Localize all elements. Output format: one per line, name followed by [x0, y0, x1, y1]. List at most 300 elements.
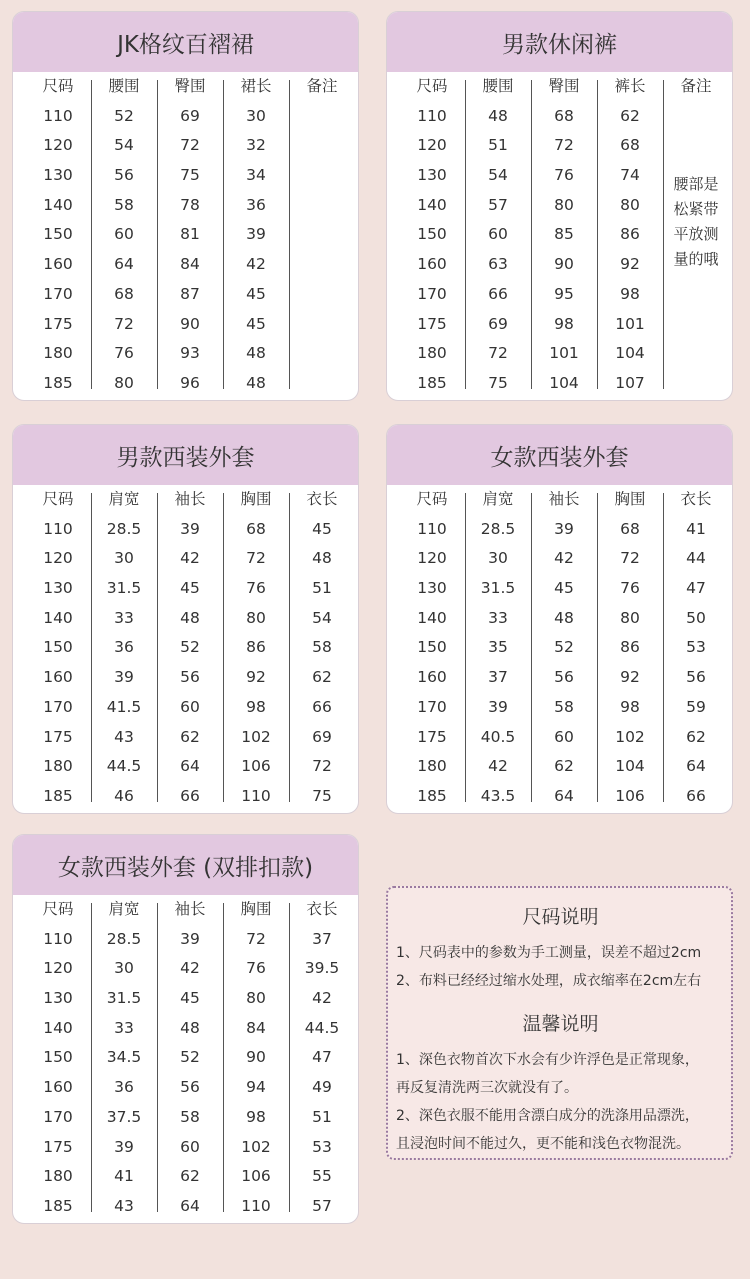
column-header: 肩宽	[108, 900, 140, 918]
table-cell: 68	[246, 519, 266, 538]
table-cell: 78	[180, 195, 200, 214]
table-cell: 96	[180, 373, 200, 392]
table-cell: 130	[417, 579, 447, 598]
table-cell: 62	[180, 727, 200, 746]
table-cell: 92	[620, 255, 640, 274]
table-cell: 185	[43, 373, 73, 392]
table-cell: 64	[180, 1196, 200, 1215]
table-column	[289, 485, 355, 812]
table-cell: 110	[417, 106, 447, 125]
table-cell: 45	[246, 314, 266, 333]
table-cell: 120	[417, 136, 447, 155]
table-cell: 45	[312, 519, 332, 538]
table-cell: 110	[43, 929, 73, 948]
notes-box	[386, 886, 733, 1160]
table-cell: 58	[114, 195, 134, 214]
table-title: 男款休闲裤	[387, 12, 732, 72]
table-cell: 39	[554, 519, 574, 538]
table-cell: 34.5	[106, 1048, 142, 1067]
table-cell: 102	[241, 727, 271, 746]
table-cell: 42	[554, 549, 574, 568]
table-cell: 102	[241, 1137, 271, 1156]
table-cell: 37.5	[106, 1107, 142, 1126]
column-header: 袖长	[174, 900, 206, 918]
table-cell: 175	[43, 727, 73, 746]
table-cell: 36	[114, 1078, 134, 1097]
table-cell: 80	[246, 989, 266, 1008]
table-cell: 101	[615, 314, 645, 333]
table-cell: 56	[180, 668, 200, 687]
column-header: 衣长	[680, 490, 712, 508]
table-cell: 104	[615, 344, 645, 363]
table-cell: 140	[43, 1018, 73, 1037]
size-table	[387, 485, 732, 812]
table-cell: 84	[180, 255, 200, 274]
table-cell: 160	[43, 255, 73, 274]
table-cell: 75	[488, 373, 508, 392]
table-cell: 92	[246, 668, 266, 687]
table-column	[289, 895, 355, 1222]
table-cell: 160	[417, 255, 447, 274]
table-cell: 47	[312, 1048, 332, 1067]
table-cell: 42	[312, 989, 332, 1008]
table-cell: 110	[43, 106, 73, 125]
table-cell: 58	[312, 638, 332, 657]
column-header: 胸围	[240, 900, 272, 918]
care-info-line: 且浸泡时间不能过久，更不能和浅色衣物混洗。	[396, 1136, 690, 1152]
table-cell: 98	[620, 697, 640, 716]
table-cell: 41	[686, 519, 706, 538]
table-column	[223, 895, 289, 1222]
column-header: 裤长	[614, 77, 646, 95]
table-cell: 110	[417, 519, 447, 538]
table-cell: 104	[549, 373, 579, 392]
table-column	[663, 485, 729, 812]
table-cell: 80	[114, 373, 134, 392]
table-cell: 150	[417, 638, 447, 657]
table-cell: 86	[620, 638, 640, 657]
table-cell: 110	[43, 519, 73, 538]
table-cell: 30	[246, 106, 266, 125]
table-cell: 107	[615, 373, 645, 392]
table-cell: 48	[488, 106, 508, 125]
column-header: 尺码	[42, 900, 74, 918]
table-column	[531, 485, 597, 812]
table-cell: 54	[488, 166, 508, 185]
table-title: 女款西装外套	[387, 425, 732, 485]
table-cell: 93	[180, 344, 200, 363]
table-cell: 44.5	[106, 757, 142, 776]
column-header: 衣长	[306, 490, 338, 508]
table-cell: 43	[114, 1196, 134, 1215]
table-column	[25, 895, 91, 1222]
table-column	[157, 72, 223, 399]
table-column	[465, 485, 531, 812]
table-cell: 104	[615, 757, 645, 776]
table-cell: 43	[114, 727, 134, 746]
table-cell: 39.5	[304, 959, 340, 978]
table-cell: 72	[620, 549, 640, 568]
column-header: 裙长	[240, 77, 272, 95]
column-header: 肩宽	[482, 490, 514, 508]
table-cell: 170	[43, 284, 73, 303]
table-cell: 48	[246, 344, 266, 363]
table-cell: 175	[43, 1137, 73, 1156]
note-text: 腰部是 松紧带 平放测 量的哦	[673, 175, 719, 268]
table-cell: 30	[114, 549, 134, 568]
table-cell: 75	[180, 166, 200, 185]
size-table-card	[12, 834, 359, 1224]
table-cell: 53	[312, 1137, 332, 1156]
table-cell: 180	[43, 757, 73, 776]
column-header: 腰围	[108, 77, 140, 95]
table-cell: 170	[417, 697, 447, 716]
table-cell: 90	[246, 1048, 266, 1067]
table-cell: 28.5	[106, 929, 142, 948]
table-column	[91, 485, 157, 812]
size-table-card	[12, 424, 359, 814]
table-cell: 72	[554, 136, 574, 155]
table-cell: 160	[43, 668, 73, 687]
table-cell: 64	[114, 255, 134, 274]
table-cell: 98	[246, 697, 266, 716]
table-cell: 62	[554, 757, 574, 776]
table-cell: 81	[180, 225, 200, 244]
table-cell: 34	[246, 166, 266, 185]
table-cell: 86	[246, 638, 266, 657]
table-column	[289, 72, 355, 399]
table-cell: 69	[488, 314, 508, 333]
table-cell: 42	[180, 959, 200, 978]
table-cell: 98	[554, 314, 574, 333]
table-cell: 62	[312, 668, 332, 687]
table-cell: 52	[180, 638, 200, 657]
table-column	[465, 72, 531, 399]
table-cell: 45	[246, 284, 266, 303]
size-table-card	[12, 11, 359, 401]
table-cell: 36	[114, 638, 134, 657]
table-cell: 175	[417, 314, 447, 333]
size-table	[387, 72, 732, 399]
table-cell: 98	[246, 1107, 266, 1126]
table-cell: 120	[417, 549, 447, 568]
care-info-line: 1、深色衣物首次下水会有少许浮色是正常现象，	[396, 1052, 699, 1068]
table-cell: 49	[312, 1078, 332, 1097]
table-cell: 45	[180, 989, 200, 1008]
table-cell: 130	[417, 166, 447, 185]
table-cell: 72	[312, 757, 332, 776]
table-cell: 55	[312, 1167, 332, 1186]
table-cell: 185	[43, 786, 73, 805]
table-cell: 57	[312, 1196, 332, 1215]
table-column	[663, 72, 729, 399]
column-header: 尺码	[42, 490, 74, 508]
table-cell: 56	[554, 668, 574, 687]
table-cell: 80	[620, 608, 640, 627]
table-cell: 45	[180, 579, 200, 598]
table-cell: 47	[686, 579, 706, 598]
table-cell: 170	[43, 697, 73, 716]
table-cell: 180	[43, 1167, 73, 1186]
table-cell: 150	[43, 225, 73, 244]
table-title: 男款西装外套	[13, 425, 358, 485]
table-cell: 87	[180, 284, 200, 303]
table-cell: 175	[417, 727, 447, 746]
table-cell: 42	[180, 549, 200, 568]
table-cell: 90	[554, 255, 574, 274]
table-cell: 45	[554, 579, 574, 598]
table-cell: 30	[488, 549, 508, 568]
table-cell: 80	[246, 608, 266, 627]
table-cell: 39	[114, 1137, 134, 1156]
table-cell: 101	[549, 344, 579, 363]
table-cell: 130	[43, 989, 73, 1008]
column-header: 备注	[306, 77, 338, 95]
table-cell: 120	[43, 959, 73, 978]
table-cell: 68	[114, 284, 134, 303]
care-info-line: 再反复清洗两三次就没有了。	[396, 1080, 578, 1096]
table-cell: 72	[246, 549, 266, 568]
size-table-card	[386, 424, 733, 814]
table-cell: 150	[43, 638, 73, 657]
table-cell: 150	[417, 225, 447, 244]
column-header: 袖长	[174, 490, 206, 508]
table-cell: 48	[312, 549, 332, 568]
size-table	[13, 895, 358, 1222]
table-cell: 57	[488, 195, 508, 214]
table-cell: 48	[180, 1018, 200, 1037]
table-cell: 72	[180, 136, 200, 155]
table-column	[91, 895, 157, 1222]
table-cell: 41	[114, 1167, 134, 1186]
care-info-line: 2、深色衣服不能用含漂白成分的洗涤用品漂洗，	[396, 1108, 699, 1124]
table-cell: 175	[43, 314, 73, 333]
table-cell: 74	[620, 166, 640, 185]
table-cell: 54	[312, 608, 332, 627]
table-column	[531, 72, 597, 399]
table-cell: 72	[246, 929, 266, 948]
table-cell: 185	[43, 1196, 73, 1215]
table-cell: 35	[488, 638, 508, 657]
table-cell: 170	[417, 284, 447, 303]
table-cell: 140	[417, 608, 447, 627]
column-header: 胸围	[240, 490, 272, 508]
table-cell: 60	[488, 225, 508, 244]
table-cell: 30	[114, 959, 134, 978]
table-cell: 51	[488, 136, 508, 155]
table-cell: 64	[686, 757, 706, 776]
table-cell: 110	[241, 1196, 271, 1215]
size-info-line: 2、布料已经经过缩水处理，成衣缩率在2cm左右	[396, 973, 702, 989]
table-cell: 60	[554, 727, 574, 746]
size-table	[13, 72, 358, 399]
size-info-title: 尺码说明	[522, 906, 599, 928]
size-table	[13, 485, 358, 812]
table-cell: 180	[417, 344, 447, 363]
table-title: 女款西装外套 (双排扣款)	[13, 835, 358, 895]
table-cell: 110	[241, 786, 271, 805]
care-info-title: 温馨说明	[522, 1013, 599, 1035]
table-cell: 85	[554, 225, 574, 244]
table-cell: 58	[180, 1107, 200, 1126]
table-cell: 28.5	[480, 519, 516, 538]
table-cell: 60	[114, 225, 134, 244]
table-cell: 39	[488, 697, 508, 716]
table-cell: 32	[246, 136, 266, 155]
table-cell: 62	[686, 727, 706, 746]
table-cell: 140	[43, 195, 73, 214]
column-header: 尺码	[416, 77, 448, 95]
table-cell: 28.5	[106, 519, 142, 538]
table-cell: 180	[43, 344, 73, 363]
table-cell: 68	[620, 519, 640, 538]
table-cell: 72	[114, 314, 134, 333]
column-header: 臀围	[174, 77, 206, 95]
table-cell: 90	[180, 314, 200, 333]
table-cell: 40.5	[480, 727, 516, 746]
table-column	[157, 895, 223, 1222]
table-column	[597, 72, 663, 399]
table-cell: 80	[620, 195, 640, 214]
table-column	[597, 485, 663, 812]
table-cell: 59	[686, 697, 706, 716]
column-header: 袖长	[548, 490, 580, 508]
table-cell: 39	[114, 668, 134, 687]
table-cell: 68	[620, 136, 640, 155]
table-cell: 42	[488, 757, 508, 776]
table-cell: 180	[417, 757, 447, 776]
table-cell: 50	[686, 608, 706, 627]
table-cell: 43.5	[480, 786, 516, 805]
table-cell: 130	[43, 579, 73, 598]
table-cell: 37	[312, 929, 332, 948]
table-cell: 33	[114, 1018, 134, 1037]
table-cell: 95	[554, 284, 574, 303]
table-column	[157, 485, 223, 812]
size-info-line: 1、尺码表中的参数为手工测量，误差不超过2cm	[396, 945, 702, 961]
table-cell: 69	[180, 106, 200, 125]
table-cell: 63	[488, 255, 508, 274]
table-cell: 94	[246, 1078, 266, 1097]
table-cell: 36	[246, 195, 266, 214]
table-cell: 66	[488, 284, 508, 303]
column-header: 肩宽	[108, 490, 140, 508]
column-header: 衣长	[306, 900, 338, 918]
table-cell: 120	[43, 136, 73, 155]
column-header: 胸围	[614, 490, 646, 508]
table-cell: 39	[180, 929, 200, 948]
table-cell: 58	[554, 697, 574, 716]
table-cell: 160	[43, 1078, 73, 1097]
table-cell: 41.5	[106, 697, 142, 716]
table-cell: 52	[114, 106, 134, 125]
table-cell: 102	[615, 727, 645, 746]
column-header: 尺码	[416, 490, 448, 508]
table-cell: 37	[488, 668, 508, 687]
table-cell: 185	[417, 786, 447, 805]
table-cell: 48	[246, 373, 266, 392]
table-cell: 84	[246, 1018, 266, 1037]
table-cell: 31.5	[480, 579, 516, 598]
table-cell: 69	[312, 727, 332, 746]
table-cell: 66	[686, 786, 706, 805]
table-cell: 120	[43, 549, 73, 568]
table-cell: 39	[246, 225, 266, 244]
table-cell: 44.5	[304, 1018, 340, 1037]
table-column	[25, 72, 91, 399]
table-cell: 39	[180, 519, 200, 538]
table-cell: 53	[686, 638, 706, 657]
column-header: 备注	[680, 77, 712, 95]
table-cell: 64	[180, 757, 200, 776]
table-cell: 60	[180, 697, 200, 716]
column-header: 臀围	[548, 77, 580, 95]
table-cell: 86	[620, 225, 640, 244]
table-cell: 56	[686, 668, 706, 687]
table-cell: 51	[312, 579, 332, 598]
table-cell: 31.5	[106, 989, 142, 1008]
table-column	[223, 485, 289, 812]
table-cell: 48	[180, 608, 200, 627]
table-cell: 51	[312, 1107, 332, 1126]
table-cell: 140	[417, 195, 447, 214]
table-cell: 54	[114, 136, 134, 155]
table-cell: 60	[180, 1137, 200, 1156]
table-column	[91, 72, 157, 399]
table-cell: 76	[246, 579, 266, 598]
table-cell: 52	[180, 1048, 200, 1067]
table-cell: 150	[43, 1048, 73, 1067]
table-cell: 98	[620, 284, 640, 303]
table-cell: 48	[554, 608, 574, 627]
table-cell: 76	[246, 959, 266, 978]
table-cell: 92	[620, 668, 640, 687]
table-cell: 75	[312, 786, 332, 805]
table-column	[223, 72, 289, 399]
table-cell: 66	[312, 697, 332, 716]
table-cell: 106	[241, 757, 271, 776]
table-cell: 66	[180, 786, 200, 805]
table-cell: 72	[488, 344, 508, 363]
table-cell: 42	[246, 255, 266, 274]
column-header: 尺码	[42, 77, 74, 95]
column-header: 腰围	[482, 77, 514, 95]
table-cell: 46	[114, 786, 134, 805]
table-cell: 106	[615, 786, 645, 805]
table-cell: 160	[417, 668, 447, 687]
table-cell: 31.5	[106, 579, 142, 598]
table-cell: 80	[554, 195, 574, 214]
table-cell: 76	[554, 166, 574, 185]
table-cell: 33	[488, 608, 508, 627]
size-table-card	[386, 11, 733, 401]
table-column	[25, 485, 91, 812]
table-cell: 140	[43, 608, 73, 627]
table-cell: 62	[180, 1167, 200, 1186]
table-cell: 76	[114, 344, 134, 363]
table-cell: 56	[114, 166, 134, 185]
table-cell: 62	[620, 106, 640, 125]
table-title: JK格纹百褶裙	[13, 12, 358, 72]
table-cell: 185	[417, 373, 447, 392]
table-cell: 106	[241, 1167, 271, 1186]
table-column	[399, 485, 465, 812]
table-cell: 44	[686, 549, 706, 568]
table-cell: 76	[620, 579, 640, 598]
table-cell: 130	[43, 166, 73, 185]
table-cell: 170	[43, 1107, 73, 1126]
table-cell: 68	[554, 106, 574, 125]
